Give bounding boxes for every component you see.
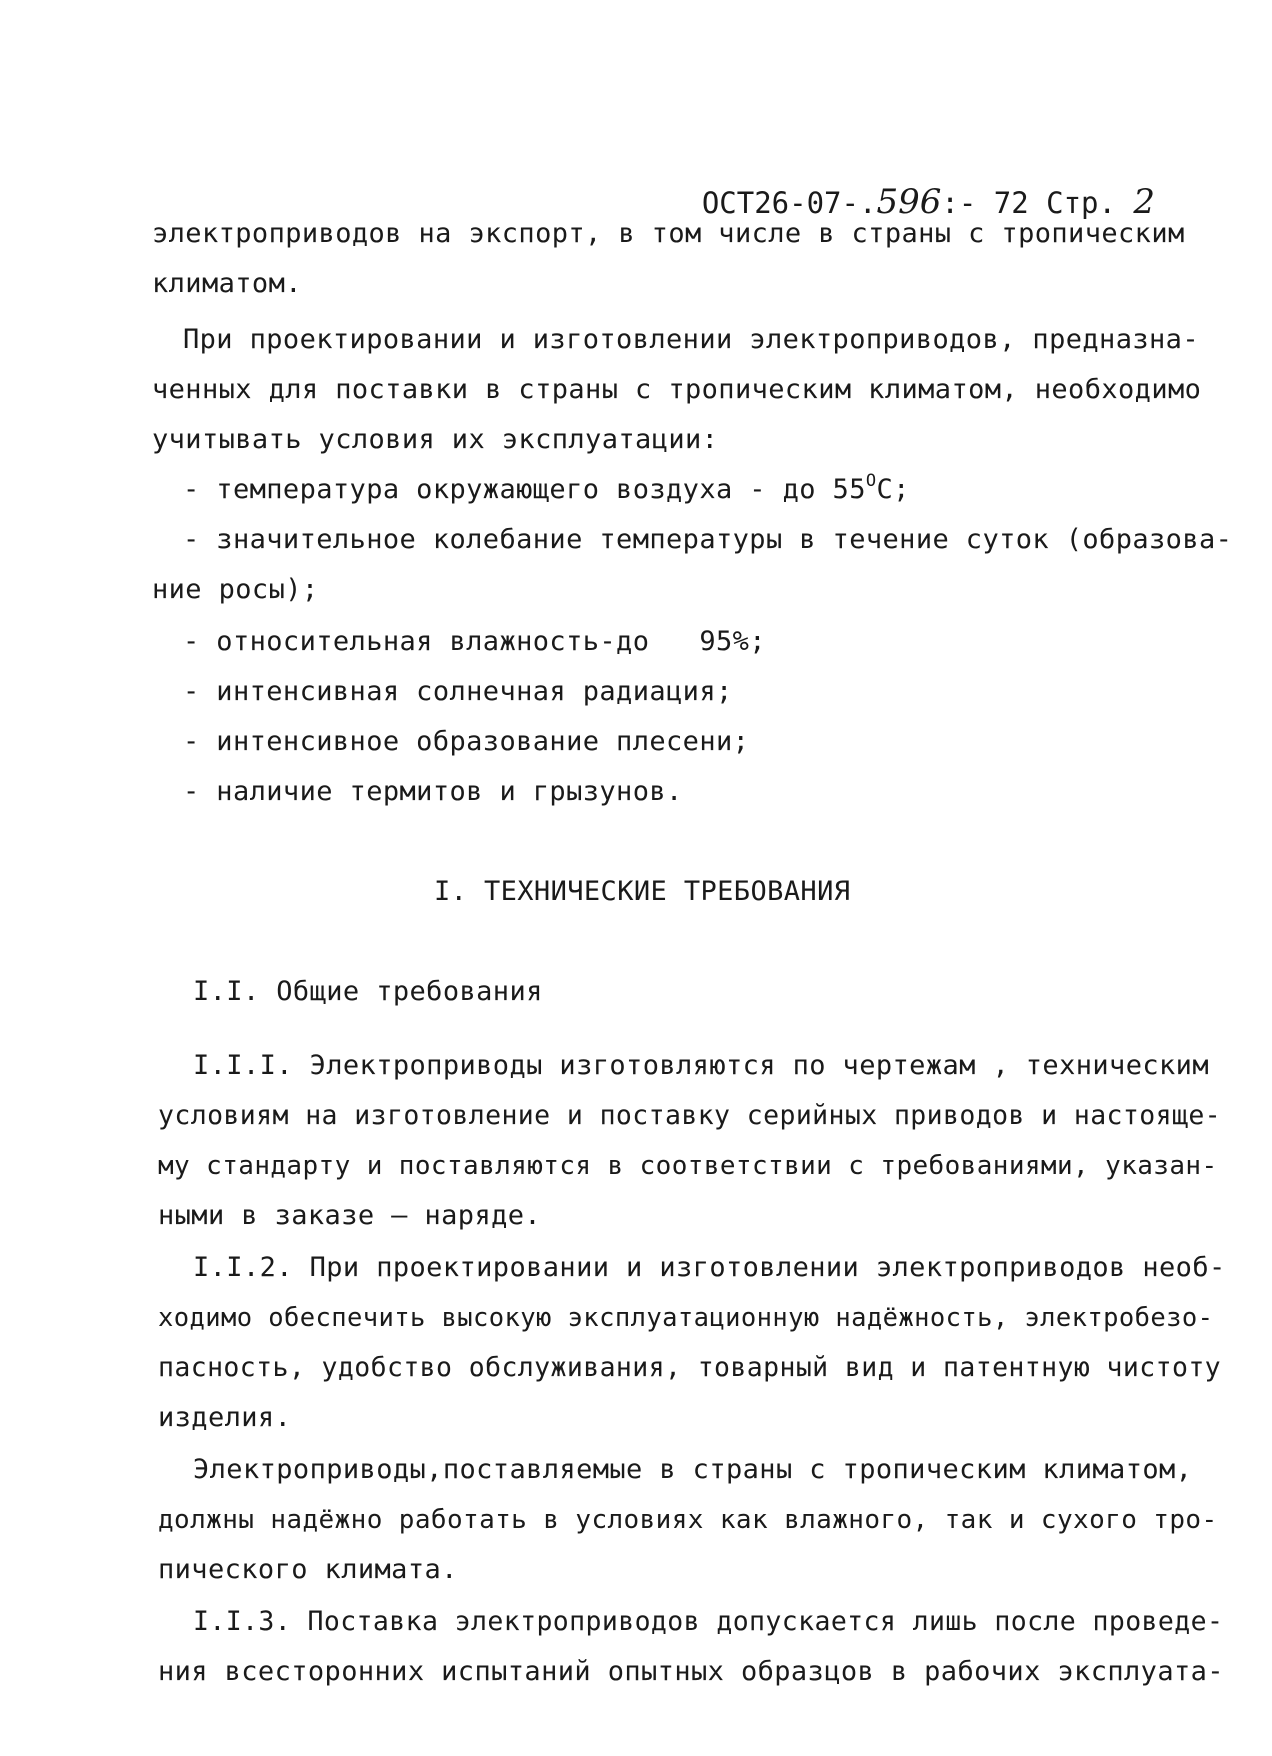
- text-line-4: ченных для поставки в страны с тропическим климатом, необходимо: [152, 374, 1202, 405]
- list-item-temperature: [183, 471, 910, 506]
- text-line-25: пического климата.: [158, 1554, 458, 1585]
- list-item-termites: - наличие термитов и грызунов.: [183, 776, 683, 807]
- standard-code: ОСТ26-07-.: [701, 186, 877, 220]
- text-line-19: I.I.2. При проектировании и изготовлении электроприводов необ-: [193, 1252, 1226, 1283]
- list-item-fluctuation-cont: ние росы);: [152, 574, 319, 605]
- text-line-27: ния всесторонних испытаний опытных образцов в рабочих эксплуата-: [158, 1656, 1224, 1687]
- subsection-heading: I.I. Общие требования: [193, 976, 543, 1007]
- text-line-22: изделия.: [158, 1402, 292, 1433]
- text-line-15: I.I.I. Электроприводы изготовляются по чертежам , техническим: [193, 1050, 1209, 1081]
- year-and-page-label: 72 Стр.: [976, 186, 1134, 220]
- header-dash: :-: [941, 186, 977, 220]
- text-line-23: Электроприводы,поставляемые в страны с тропическим климатом,: [193, 1454, 1193, 1485]
- text-line-24: должны надёжно работать в условиях как влажного, так и сухого тро-: [158, 1505, 1218, 1535]
- list-item-temperature-text: - температура окружающего воздуха - до 55: [183, 474, 866, 505]
- list-item-humidity: - относительная влажность-до 95%;: [183, 626, 766, 657]
- text-line-18: ными в заказе — наряде.: [158, 1200, 542, 1231]
- text-line-26: I.I.3. Поставка электроприводов допускается лишь после проведе-: [193, 1606, 1224, 1637]
- text-line-16: условиям на изготовление и поставку серийных приводов и настояще-: [158, 1100, 1222, 1131]
- text-line-17: му стандарту и поставляются в соответствии с требованиями, указан-: [158, 1151, 1218, 1181]
- handwritten-page-number: 2: [1133, 182, 1156, 222]
- text-line-3: При проектировании и изготовлении электроприводов, предназна-: [183, 324, 1199, 355]
- text-line-2: климатом.: [152, 268, 302, 299]
- handwritten-standard-number: 596: [876, 182, 942, 222]
- list-item-fluctuation: - значительное колебание температуры в течение суток (образова-: [183, 524, 1233, 555]
- list-item-radiation: - интенсивная солнечная радиация;: [183, 676, 733, 707]
- text-line-1: электроприводов на экспорт, в том числе в страны с тропическим: [152, 218, 1185, 249]
- section-heading: I. ТЕХНИЧЕСКИЕ ТРЕБОВАНИЯ: [434, 876, 851, 907]
- text-line-5: учитывать условия их эксплуатации:: [152, 424, 719, 455]
- text-line-20: ходимо обеспечить высокую эксплуатационную надёжность, электробезо-: [158, 1303, 1214, 1333]
- temperature-unit: C;: [876, 474, 910, 505]
- text-line-21: пасность, удобство обслуживания, товарный вид и патентную чистоту: [158, 1352, 1222, 1383]
- list-item-mold: - интенсивное образование плесени;: [183, 726, 750, 757]
- degree-symbol: O: [865, 471, 877, 491]
